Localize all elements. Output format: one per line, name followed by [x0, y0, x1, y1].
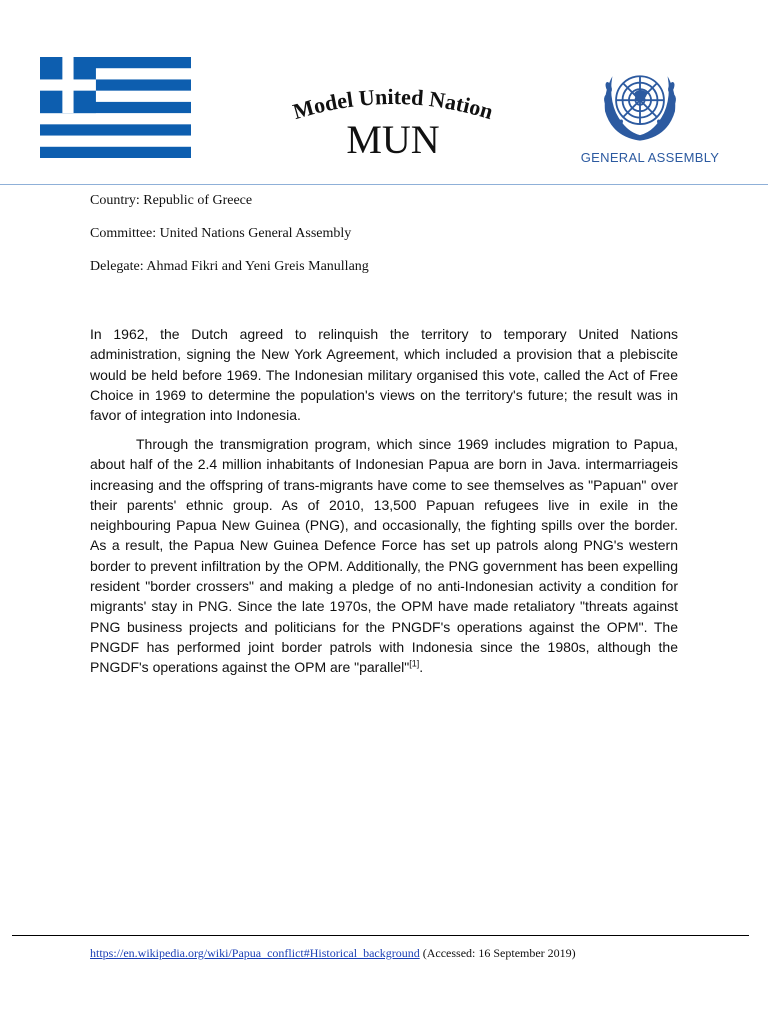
general-assembly-label: GENERAL ASSEMBLY — [580, 150, 720, 165]
footnote-ref[interactable]: [1] — [409, 658, 420, 669]
un-emblem-icon — [594, 56, 686, 148]
footnote-divider — [12, 935, 749, 936]
committee-line: Committee: United Nations General Assembly — [90, 226, 352, 241]
greece-flag — [40, 57, 191, 158]
svg-text:Model United Nation: Model United Nation — [290, 83, 497, 125]
header-divider — [0, 184, 768, 185]
document-title — [268, 82, 518, 172]
paragraph-2 — [90, 434, 678, 678]
footnote — [90, 946, 576, 961]
delegate-line: Delegate: Ahmad Fikri and Yeni Greis Manullang — [90, 259, 369, 274]
footnote-link[interactable]: https://en.wikipedia.org/wiki/Papua_conflict#Historical_background — [90, 946, 420, 960]
mun-title: MUN — [346, 117, 440, 162]
country-line: Country: Republic of Greece — [90, 193, 253, 208]
paragraph-2-end: . — [419, 659, 424, 676]
paragraph-2-text: Through the transmigration program, which since 1969 includes migration to Papua, about half of the 2.4 million inhabitants of Indonesian Papua are born in Java. intermarriageis increasing and the offspring of trans-migrants have come to see themselves as "Papuan" over their parents' ethnic group. As of 2010, 13,500 Papuan refugees live in exile in the neighbouring Papua New Guinea (PNG), and occasionally, the fighting spills over the border. As a result, the Papua New Guinea Defence Force has set up patrols along PNG's western border to prevent infiltration by the OPM. Additionally, the PNG government has been expelling resident "border crossers" and making a pledge of no anti-Indonesian activity a condition for migrants' stay in PNG. Since the late 1970s, the OPM have made retaliatory "threats against PNG business projects and politicians for the PNGDF's operations against the OPM". The PNGDF has performed joint border patrols with Indonesia since the 1980s, although the PNGDF's operations against the OPM are "parallel" — [90, 436, 678, 676]
paragraph-1: In 1962, the Dutch agreed to relinquish the territory to temporary United Nations administration, signing the New York Agreement, which included a provision that a plebiscite would be held before 1969. The Indonesian military organised this vote, called the Act of Free Choice in 1969 to determine the population's views on the territory's future; the result was in favor of integration into Indonesia. — [90, 326, 678, 424]
footnote-accessed: (Accessed: 16 September 2019) — [419, 946, 576, 960]
